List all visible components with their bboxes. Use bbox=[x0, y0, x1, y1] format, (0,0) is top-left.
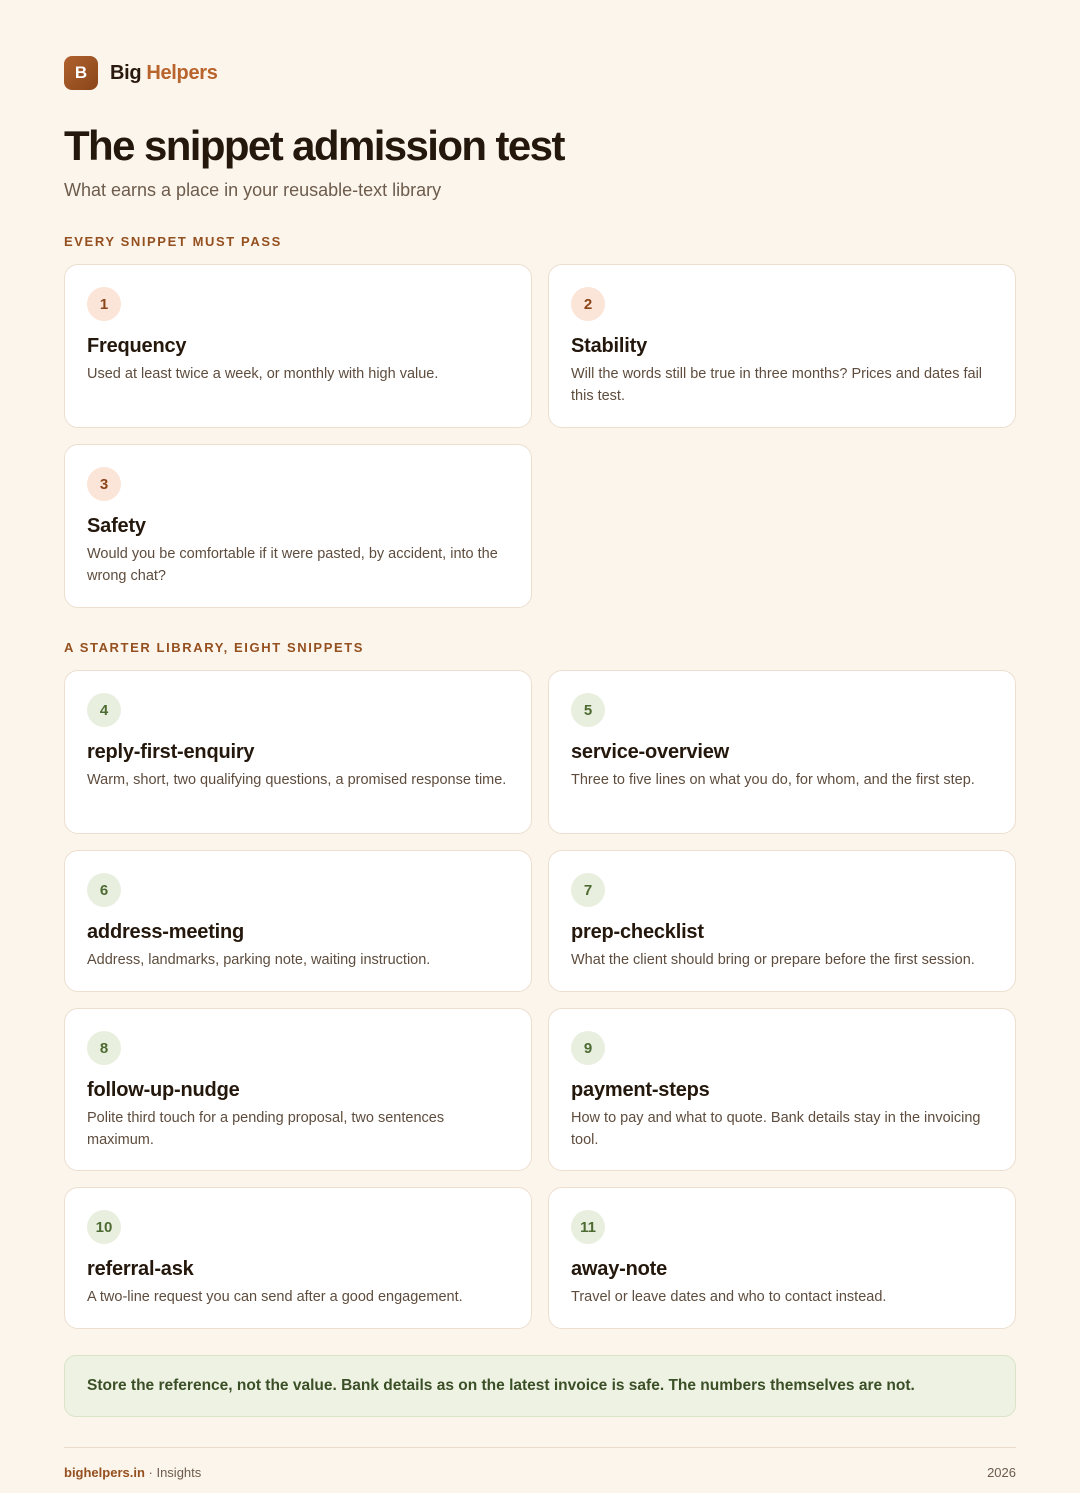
brand-name-part2: Helpers bbox=[146, 61, 218, 84]
card-number-badge: 6 bbox=[87, 873, 121, 907]
criteria-card bbox=[548, 264, 1016, 428]
card-number-badge: 9 bbox=[571, 1031, 605, 1065]
brand-name-part1: Big bbox=[110, 61, 142, 84]
footer-section: Insights bbox=[156, 1465, 202, 1480]
card-description: What the client should bring or prepare before the first session. bbox=[571, 952, 975, 968]
brand-logo: B bbox=[64, 56, 98, 90]
callout-note: Store the reference, not the value. Bank details as on the latest invoice is safe. The numbers themselves are not. bbox=[64, 1355, 1016, 1417]
card-title: prep-checklist bbox=[571, 921, 704, 943]
snippet-card bbox=[64, 1008, 532, 1171]
card-title: follow-up-nudge bbox=[87, 1079, 240, 1101]
card-number-badge: 10 bbox=[87, 1210, 121, 1244]
footer-site-link[interactable]: bighelpers.in bbox=[64, 1465, 145, 1480]
card-number-badge: 8 bbox=[87, 1031, 121, 1065]
snippet-card bbox=[64, 670, 532, 834]
snippet-grid bbox=[64, 670, 1016, 1329]
card-description: How to pay and what to quote. Bank details stay in the invoicing tool. bbox=[571, 1110, 981, 1148]
card-description: Would you be comfortable if it were pasted, by accident, into the wrong chat? bbox=[87, 546, 498, 584]
card-title: away-note bbox=[571, 1258, 668, 1280]
card-title: address-meeting bbox=[87, 921, 245, 943]
criteria-grid bbox=[64, 264, 1016, 608]
page-title: The snippet admission test bbox=[64, 122, 564, 169]
card-description: Will the words still be true in three months? Prices and dates fail this test. bbox=[571, 366, 983, 404]
brand-name bbox=[110, 62, 218, 85]
snippet-card bbox=[548, 850, 1016, 992]
snippet-card bbox=[548, 670, 1016, 834]
card-description: A two-line request you can send after a good engagement. bbox=[87, 1289, 463, 1305]
criteria-card bbox=[64, 264, 532, 428]
snippet-card bbox=[548, 1008, 1016, 1171]
footer-left bbox=[64, 1465, 201, 1481]
section-label-criteria: EVERY SNIPPET MUST PASS bbox=[64, 234, 282, 249]
card-title: reply-first-enquiry bbox=[87, 741, 255, 763]
footer-separator: · bbox=[144, 1465, 157, 1480]
card-description: Address, landmarks, parking note, waiting instruction. bbox=[87, 952, 431, 968]
footer-year: 2026 bbox=[987, 1465, 1016, 1480]
card-description: Polite third touch for a pending proposal, two sentences maximum. bbox=[87, 1110, 445, 1148]
card-description: Warm, short, two qualifying questions, a promised response time. bbox=[87, 772, 507, 788]
card-title: payment-steps bbox=[571, 1079, 710, 1101]
brand bbox=[64, 56, 1016, 90]
card-title: Frequency bbox=[87, 335, 187, 357]
card-number-badge: 3 bbox=[87, 467, 121, 501]
card-title: Stability bbox=[571, 335, 647, 357]
card-description: Three to five lines on what you do, for whom, and the first step. bbox=[571, 772, 975, 788]
card-number-badge: 1 bbox=[87, 287, 121, 321]
card-title: Safety bbox=[87, 515, 146, 537]
card-description: Used at least twice a week, or monthly with high value. bbox=[87, 366, 439, 382]
card-title: referral-ask bbox=[87, 1258, 194, 1280]
card-description: Travel or leave dates and who to contact instead. bbox=[571, 1289, 887, 1305]
snippet-card bbox=[548, 1187, 1016, 1329]
card-number-badge: 11 bbox=[571, 1210, 605, 1244]
page bbox=[64, 56, 1016, 1481]
card-number-badge: 2 bbox=[571, 287, 605, 321]
footer bbox=[64, 1465, 1016, 1481]
criteria-card bbox=[64, 444, 532, 608]
page-subtitle: What earns a place in your reusable-text library bbox=[64, 180, 442, 200]
snippet-card bbox=[64, 1187, 532, 1329]
card-number-badge: 7 bbox=[571, 873, 605, 907]
card-title: service-overview bbox=[571, 741, 730, 763]
snippet-card bbox=[64, 850, 532, 992]
card-number-badge: 5 bbox=[571, 693, 605, 727]
card-number-badge: 4 bbox=[87, 693, 121, 727]
section-label-library: A STARTER LIBRARY, EIGHT SNIPPETS bbox=[64, 640, 365, 655]
footer-divider bbox=[64, 1447, 1016, 1448]
